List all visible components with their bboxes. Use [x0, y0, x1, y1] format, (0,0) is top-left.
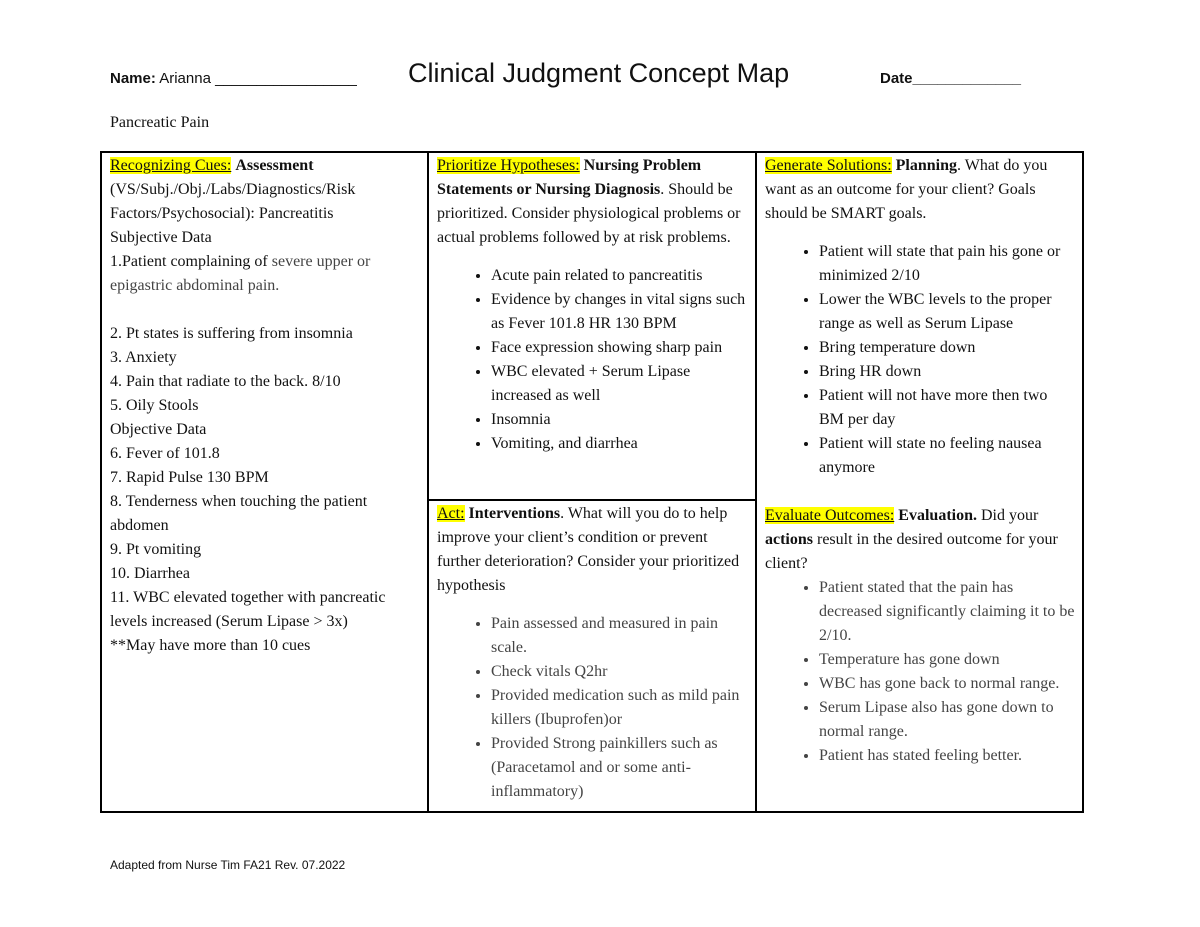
planning-intro: . What do you want as an outcome for your client? Goals should be SMART goals. — [765, 157, 1048, 222]
list-item: • Vomiting, and diarrhea — [491, 432, 749, 456]
objective-cue: 7. Rapid Pulse 130 BPM — [110, 469, 269, 486]
subjective-cue: 4. Pain that radiate to the back. 8/10 — [110, 373, 341, 390]
list-item: • WBC has gone back to normal range. — [819, 672, 1076, 696]
objective-cue: 11. WBC elevated together with pancreatic levels increased (Serum Lipase > 3x) — [110, 589, 386, 630]
list-item: • Lower the WBC levels to the proper range as well as Serum Lipase — [819, 288, 1076, 336]
act-tag: Act: — [437, 505, 465, 522]
recognizing-cues-column — [102, 153, 429, 811]
right-column — [757, 153, 1082, 811]
list-item: • Patient will state that pain his gone or minimized 2/10 — [819, 240, 1076, 288]
nursing-diagnosis-heading: Nursing Problem Statements or Nursing Diagnosis — [437, 157, 702, 198]
prioritize-hypotheses-cell — [429, 153, 755, 501]
list-item: • Patient will not have more then two BM per day — [819, 384, 1076, 432]
name-line — [110, 70, 357, 87]
name-value: Arianna _________________ — [159, 70, 357, 87]
objective-cue: 10. Diarrhea — [110, 565, 190, 582]
concept-map-table — [100, 151, 1084, 813]
date-label: Date_____________ — [880, 70, 1021, 87]
list-item: • Temperature has gone down — [819, 648, 1076, 672]
prioritize-hypotheses-tag: Prioritize Hypotheses: — [437, 157, 580, 174]
list-item: • Provided Strong painkillers such as (Paracetamol and or some anti-inflammatory) — [491, 732, 749, 804]
list-item: • Patient stated that the pain has decreased significantly claiming it to be 2/10. — [819, 576, 1076, 648]
planning-list — [765, 240, 1076, 480]
list-item: • Serum Lipase also has gone down to normal range. — [819, 696, 1076, 744]
subjective-cue: 3. Anxiety — [110, 349, 177, 366]
list-item: • Patient has stated feeling better. — [819, 744, 1076, 768]
evaluate-outcomes-tag: Evaluate Outcomes: — [765, 507, 895, 524]
cues-note: **May have more than 10 cues — [110, 637, 311, 654]
evaluation-heading: Evaluation. — [898, 507, 977, 524]
page-header — [110, 58, 1070, 94]
subjective-cue: 2. Pt states is suffering from insomnia — [110, 325, 353, 342]
prioritize-intro: . Should be prioritized. Consider physiological problems or actual problems followed by at risk problems. — [437, 181, 741, 246]
recognizing-cues-tag: Recognizing Cues: — [110, 157, 232, 174]
assessment-heading: Assessment — [235, 157, 314, 174]
list-item: • Provided medication such as mild pain killers (Ibuprofen)or — [491, 684, 749, 732]
evaluation-list — [765, 576, 1076, 768]
interventions-heading: Interventions — [468, 505, 561, 522]
recognizing-cues-cell — [102, 153, 427, 811]
subjective-label: Subjective Data — [110, 229, 212, 246]
list-item: • Bring temperature down — [819, 336, 1076, 360]
footer-note: Adapted from Nurse Tim FA21 Rev. 07.2022 — [110, 858, 346, 872]
objective-cue: 6. Fever of 101.8 — [110, 445, 220, 462]
list-item: • Bring HR down — [819, 360, 1076, 384]
cue-1: 1.Patient complaining of severe upper or epigastric abdominal pain. — [110, 253, 371, 294]
generate-evaluate-cell: Generate Solutions: Planning. What do you want as an outcome for your client? Goals should be SMART goals. • Patient will state that pain his gone or minimized 2/10 • Lower the WBC levels to the proper range as well as Serum Lipase • Bring temperature down • Bring HR down • Patient will not have more then two BM per day • Patient will state no feeling nausea anymore Evaluate Outcomes: Evaluation. Did your actions result in the desired outcome for your client? • Patient stated that the pain has decreased significantly claiming it to be 2/10. • Temperature has gone down • WBC has gone back to normal range. • Serum Lipase also has gone down to normal range. • Patient has stated feeling better. — [757, 153, 1082, 811]
list-item: • Insomnia — [491, 408, 749, 432]
list-item: • Check vitals Q2hr — [491, 660, 749, 684]
generate-solutions-tag: Generate Solutions: — [765, 157, 892, 174]
list-item: • Acute pain related to pancreatitis — [491, 264, 749, 288]
objective-cue: 9. Pt vomiting — [110, 541, 202, 558]
act-interventions-cell — [429, 501, 755, 811]
assessment-intro: (VS/Subj./Obj./Labs/Diagnostics/Risk Factors/Psychosocial): Pancreatitis — [110, 181, 356, 222]
objective-cue: 8. Tenderness when touching the patient abdomen — [110, 493, 368, 534]
list-item: • WBC elevated + Serum Lipase increased as well — [491, 360, 749, 408]
page-title: Clinical Judgment Concept Map — [408, 58, 790, 88]
list-item: • Face expression showing sharp pain — [491, 336, 749, 360]
list-item: • Patient will state no feeling nausea anymore — [819, 432, 1076, 480]
middle-column — [429, 153, 757, 811]
objective-label: Objective Data — [110, 421, 207, 438]
list-item: • Pain assessed and measured in pain scale. — [491, 612, 749, 660]
name-label: Name: — [110, 70, 156, 87]
planning-heading: Planning — [895, 157, 957, 174]
hypotheses-list — [437, 264, 749, 456]
subjective-cue: 5. Oily Stools — [110, 397, 199, 414]
interventions-list — [437, 612, 749, 804]
list-item: • Evidence by changes in vital signs such as Fever 101.8 HR 130 BPM — [491, 288, 749, 336]
topic-subtitle: Pancreatic Pain — [110, 114, 210, 131]
evaluation-intro: result in the desired outcome for your client? — [765, 531, 1058, 572]
act-intro: . What will you do to help improve your client’s condition or prevent further deterioration? Consider your prioritized hypothesis — [437, 505, 740, 594]
